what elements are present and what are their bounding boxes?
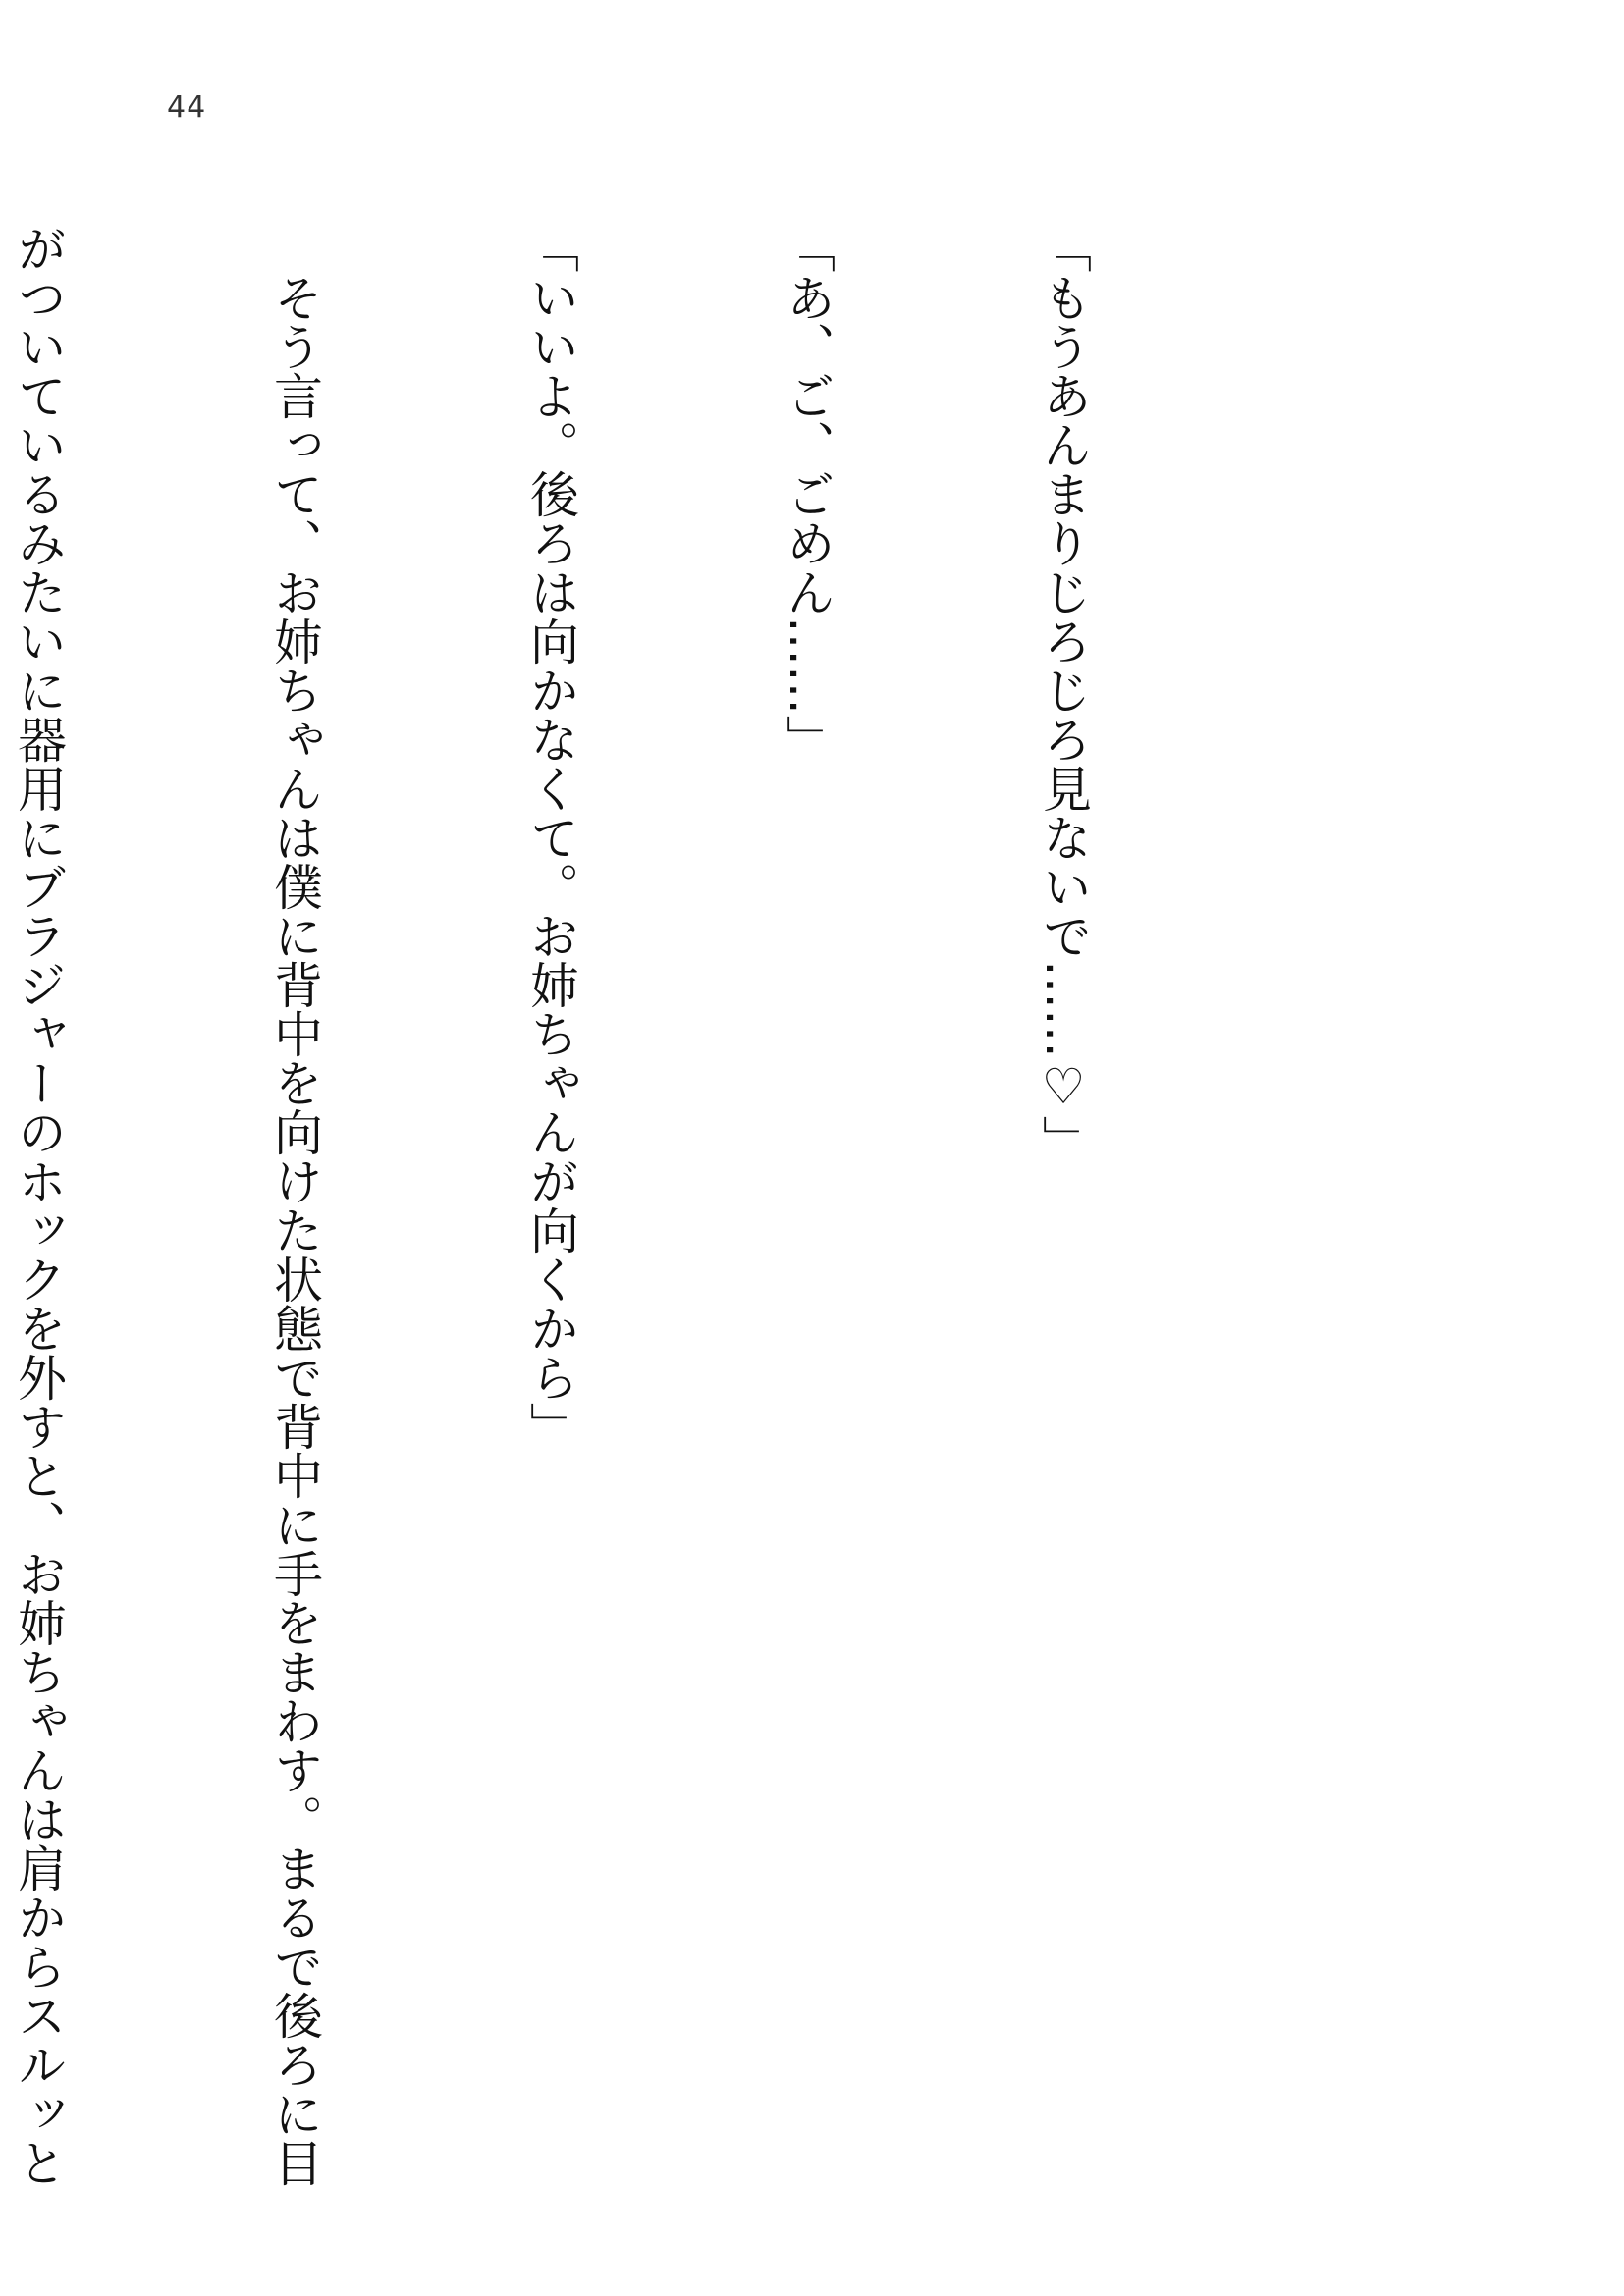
text-line: 「あ、ご、ごめん……」	[779, 224, 836, 764]
text-line: 「もうあんまりじろじろ見ないで……♡」	[1035, 224, 1092, 1164]
vertical-text-body	[10, 224, 1276, 2216]
text-line: 「いいよ。後ろは向かなくて。お姉ちゃんが向くから」	[522, 224, 579, 1451]
text-line: がついているみたいに器用にブラジャーのホックを外すと、お姉ちゃんは肩からスルッと	[10, 224, 67, 2187]
text-line: そう言って、お姉ちゃんは僕に背中を向けた状態で背中に手をまわす。まるで後ろに目	[266, 224, 323, 2187]
page-number: 44	[167, 90, 207, 125]
